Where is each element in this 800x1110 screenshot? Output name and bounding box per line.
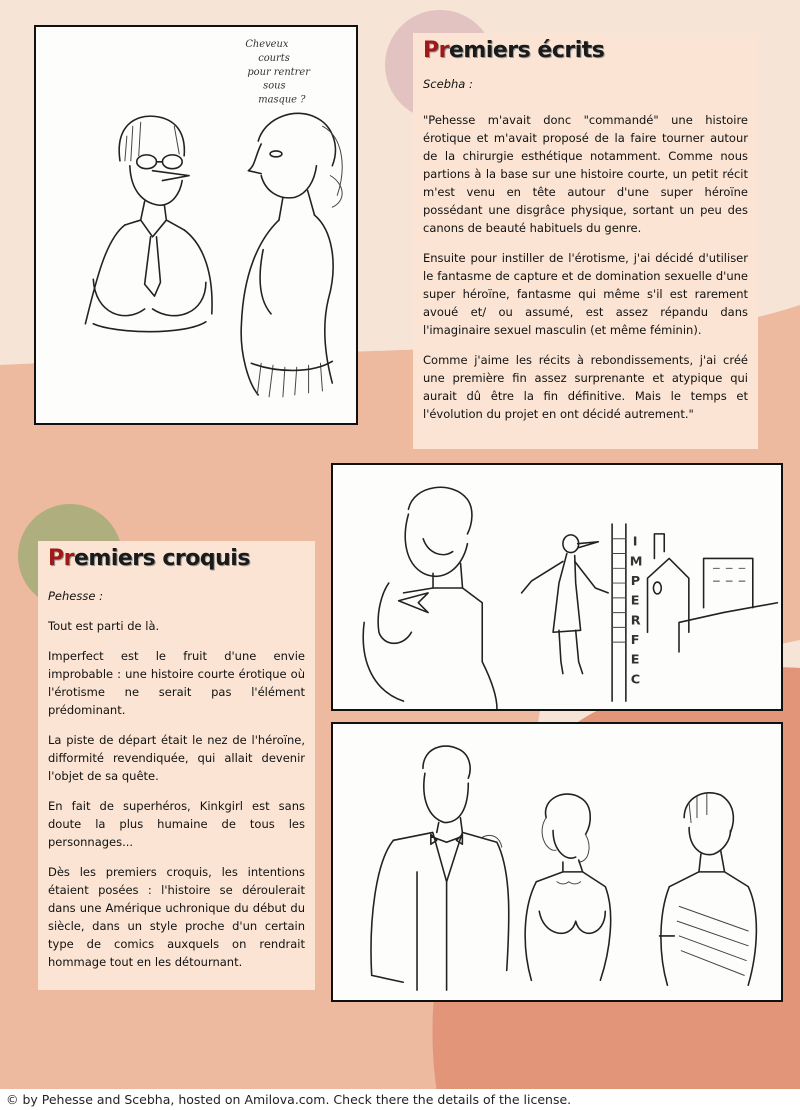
section-premiers-ecrits [413,33,758,449]
sign-letter: E [630,593,640,609]
title-rest: emiers croquis [73,546,250,571]
note-line: pour rentrer [247,66,310,78]
sign-letter: I [632,534,638,550]
sketch-three-characters-frame [331,722,783,1002]
city-buildings-drawing [648,534,778,652]
note-line: sous [263,80,286,92]
paragraph: Ensuite pour instiller de l'érotisme, j'ai décidé d'utiliser le fantasme de capture et de domination sexuelle d'une super héroïne, fantasme qui même s'il est rarement avoué et/ ou assumé, est assez répandu dans l'imaginaire sexuel masculin (et même féminin). [423,251,748,337]
paragraph: En fait de superhéros, Kinkgirl est sans doute la plus humaine de tous les personnages... [48,799,305,849]
author-label: Scebha : [423,77,473,91]
sign-letter: M [629,554,643,570]
blonde-woman-drawing [525,794,611,980]
section-title [48,546,305,571]
sign-letter: C [630,672,641,688]
man-thinking-drawing [363,487,497,709]
paragraph: "Pehesse m'avait donc "commandé" une histoire érotique et m'avait proposé de la faire tourner autour de la chirurgie esthétique notamment. Comme nous partions à la base sur une histoire courte, un petit récit m'est venu en tête autour d'une super héroïne possédant une disgrâce physique, sortant un peu des canons de beauté habituels du genre. [423,113,748,235]
paragraph: Comme j'aime les récits à rebondissements, j'ai créé une première fin assez surprenante et atypique qui aurait dû être la fin définitive. Mais le temps et l'évolution du projet en ont décidé autrement." [423,353,748,421]
title-initials: Pr [423,38,449,63]
section-title [423,38,748,63]
author-label: Pehesse : [48,589,103,603]
note-line: Cheveux [245,39,289,51]
sign-letter: F [630,633,640,649]
imperfect-sign-drawing [612,524,642,701]
sketch-two-women [36,27,356,423]
note-line: masque ? [258,94,306,106]
license-footer: © by Pehesse and Scebha, hosted on Amilova.com. Check there the details of the license. [0,1089,800,1110]
paragraph: Dès les premiers croquis, les intentions étaient posées : l'histoire se déroulerait dans une Amérique uchronique du début du siècle, dans un style proche d'un certain type de comics auxquels on rendrait hommage tout en les détournant. [48,865,305,969]
woman-profile-drawing [241,113,342,397]
sign-letter: P [630,574,641,590]
paragraph: La piste de départ était le nez de l'héroïne, difformité revendiquée, qui allait devenir l'objet de sa quête. [48,733,305,783]
short-hair-woman-drawing [660,793,757,985]
man-in-suit-drawing [371,746,509,990]
paragraph: Imperfect est le fruit d'une envie improbable : une histoire courte érotique où l'érotisme ne serait pas l'élément prédominant. [48,649,305,717]
sketch-city-heroine-frame [331,463,783,711]
handwritten-note [245,39,311,105]
note-line: courts [258,53,290,65]
title-rest: emiers écrits [448,38,605,63]
sketch-three-characters [333,724,781,1000]
sign-letter: E [630,652,640,668]
sign-letter: R [630,613,641,629]
title-initials: Pr [48,546,74,571]
woman-glasses-drawing [85,116,212,332]
sketch-two-women-frame [34,25,358,425]
paragraph: Tout est parti de là. [48,619,160,633]
section-premiers-croquis [38,541,315,990]
sketch-city-heroine [333,465,781,709]
heroine-drawing [522,535,609,674]
